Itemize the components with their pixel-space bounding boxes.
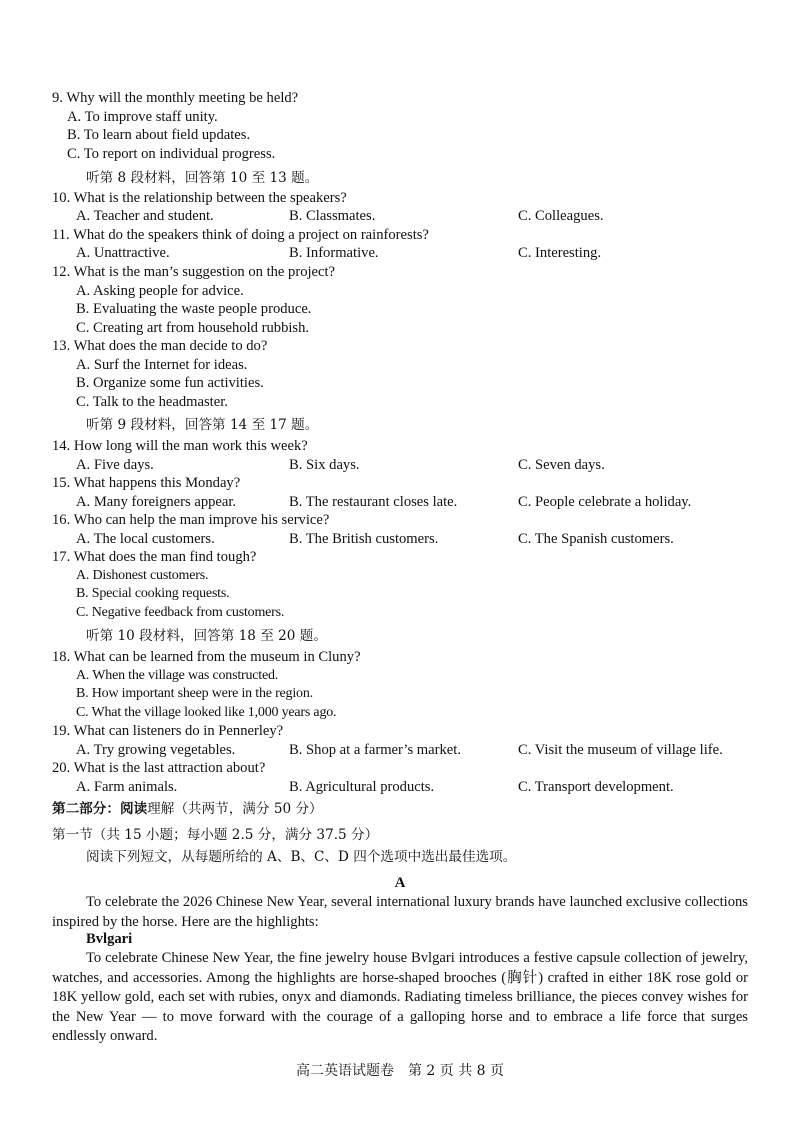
question-11-option-c: C. Interesting. [518,245,602,261]
question-14-option-b: B. Six days. [289,457,360,473]
question-17-option-a: A. Dishonest customers. [76,568,209,583]
question-15-option-c: C. People celebrate a holiday. [518,494,692,510]
question-17-option-c: C. Negative feedback from customers. [76,605,285,620]
part-2-title [52,800,323,818]
question-12-stem: 12. What is the man’s suggestion on the project? [52,264,336,280]
passage-label: A [394,875,406,891]
question-13-option-c: C. Talk to the headmaster. [76,394,228,410]
section-10-instruction: 听第 10 段材料，回答第 18 至 20 题。 [86,628,327,644]
question-10-option-b: B. Classmates. [289,208,376,224]
question-12-option-c: C. Creating art from household rubbish. [76,320,310,336]
section-1-header: 第一节（共 15 小题；每小题 2.5 分，满分 37.5 分） [52,827,379,843]
question-13-stem: 13. What does the man decide to do? [52,338,268,354]
question-11-options [0,244,800,262]
question-13-option-a: A. Surf the Internet for ideas. [76,357,248,373]
question-12-option-a: A. Asking people for advice. [76,283,244,299]
question-10-options [0,207,800,225]
question-15-option-a: A. Many foreigners appear. [76,494,237,510]
question-11-stem: 11. What do the speakers think of doing a project on rainforests? [52,227,429,243]
question-12-option-b: B. Evaluating the waste people produce. [76,301,312,317]
question-19-options [0,741,800,759]
question-16-option-a: A. The local customers. [76,531,215,547]
question-19-option-a: A. Try growing vegetables. [76,742,236,758]
question-11-option-b: B. Informative. [289,245,379,261]
question-17-option-b: B. Special cooking requests. [76,586,230,601]
question-18-option-b: B. How important sheep were in the region. [76,686,313,701]
question-20-option-b: B. Agricultural products. [289,779,435,795]
question-10-option-c: C. Colleagues. [518,208,604,224]
question-10-option-a: A. Teacher and student. [76,208,214,224]
question-9-option-c: C. To report on individual progress. [67,146,276,162]
question-14-options [0,456,800,474]
question-16-options [0,530,800,548]
passage-body [52,949,748,1047]
question-9-option-b: B. To learn about field updates. [67,127,251,143]
question-20-stem: 20. What is the last attraction about? [52,760,266,776]
question-20-option-a: A. Farm animals. [76,779,178,795]
question-19-option-c: C. Visit the museum of village life. [518,742,723,758]
question-16-stem: 16. Who can help the man improve his service? [52,512,330,528]
question-13-option-b: B. Organize some fun activities. [76,375,264,391]
question-15-options [0,493,800,511]
part-2-title-rest: 理解（共两节，满分 50 分） [147,801,323,817]
question-19-stem: 19. What can listeners do in Pennerley? [52,723,284,739]
question-11-option-a: A. Unattractive. [76,245,170,261]
question-15-option-b: B. The restaurant closes late. [289,494,458,510]
passage-intro [52,893,748,932]
part-2-title-bold: 第二部分：阅读 [52,801,148,817]
brand-heading: Bvlgari [86,931,133,947]
page-footer: 高二英语试题卷 第 2 页 共 8 页 [295,1063,505,1079]
question-16-option-b: B. The British customers. [289,531,439,547]
question-20-options [0,778,800,796]
question-19-option-b: B. Shop at a farmer’s market. [289,742,461,758]
question-18-option-a: A. When the village was constructed. [76,668,279,683]
question-9-stem: 9. Why will the monthly meeting be held? [52,90,299,106]
question-9-option-a: A. To improve staff unity. [67,109,218,125]
question-18-stem: 18. What can be learned from the museum in Cluny? [52,649,361,665]
question-20-option-c: C. Transport development. [518,779,674,795]
question-17-stem: 17. What does the man find tough? [52,549,257,565]
question-10-stem: 10. What is the relationship between the speakers? [52,190,347,206]
section-8-instruction: 听第 8 段材料，回答第 10 至 13 题。 [86,170,319,186]
passage-intro-text: To celebrate the 2026 Chinese New Year, several international luxury brands have launched exclusive collections inspired by the horse. Here are the highlights: [52,894,748,930]
question-14-option-a: A. Five days. [76,457,154,473]
reading-instruction: 阅读下列短文，从每题所给的 A、B、C、D 四个选项中选出最佳选项。 [86,849,517,865]
question-14-stem: 14. How long will the man work this week? [52,438,308,454]
passage-body-text: To celebrate Chinese New Year, the fine jewelry house Bvlgari introduces a festive capsule collection of jewelry, watches, and accessories. Among the highlights are horse-shaped brooches (胸针) crafted in either 18K rose gold or 18K yellow gold, each set with rubies, onyx and diamonds. Radiating timeless brilliance, the pieces convey wishes for the New Year — to move forward with the courage of a galloping horse and to embrace a life force that surges endlessly onward. [52,950,748,1045]
question-18-option-c: C. What the village looked like 1,000 years ago. [76,705,337,720]
section-9-instruction: 听第 9 段材料，回答第 14 至 17 题。 [86,417,319,433]
question-16-option-c: C. The Spanish customers. [518,531,674,547]
question-15-stem: 15. What happens this Monday? [52,475,241,491]
question-14-option-c: C. Seven days. [518,457,605,473]
